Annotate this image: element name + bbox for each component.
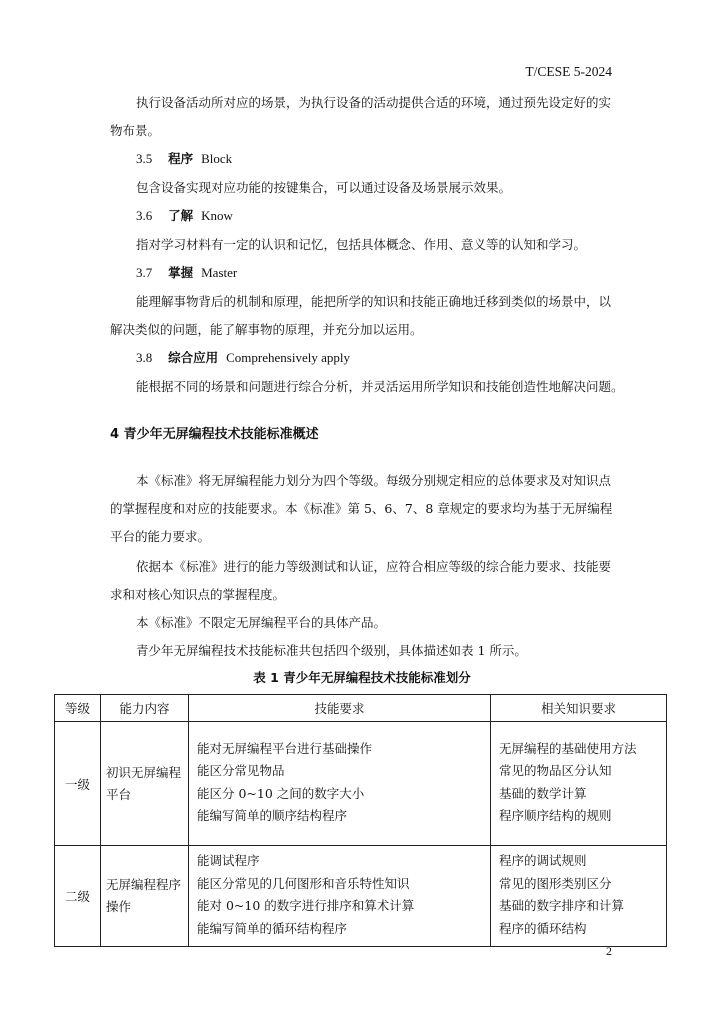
body-line: 本《标准》将无屏编程能力划分为四个等级。每级分别规定相应的总体要求及对知识点 (136, 473, 612, 488)
skill-item: 能区分常见的几何图形和音乐特性知识 (197, 875, 410, 891)
body-line: 求和对核心知识点的掌握程度。 (110, 587, 286, 602)
standards-table (54, 694, 667, 947)
term-en: Know (201, 208, 233, 223)
knowledge-item: 无屏编程的基础使用方法 (499, 740, 637, 756)
skill-item: 能对无屏编程平台进行基础操作 (197, 740, 373, 756)
body-line: 能理解事物背后的机制和原理，能把所学的知识和技能正确地迁移到类似的场景中，以 (136, 294, 612, 309)
knowledge-item: 常见的物品区分认知 (499, 763, 612, 778)
table-row (55, 846, 667, 947)
skill-item: 能编写简单的顺序结构程序 (197, 808, 348, 823)
term-heading-3-7 (136, 264, 237, 282)
body-line: 物布景。 (110, 123, 161, 138)
body-line: 的掌握程度和对应的技能要求。本《标准》第 5、6、7、8 章规定的要求均为基于无屏编程 (110, 501, 613, 516)
term-zh: 掌握 (168, 265, 194, 280)
term-heading-3-8 (136, 349, 350, 367)
body-line: 解决类似的问题，能了解事物的原理，并充分加以运用。 (110, 322, 423, 337)
term-zh: 综合应用 (168, 350, 219, 365)
ability-cell (101, 846, 189, 947)
knowledge-item: 程序顺序结构的规则 (499, 808, 612, 823)
table-header-row (55, 695, 667, 722)
body-line: 包含设备实现对应功能的按键集合，可以通过设备及场景展示效果。 (136, 180, 512, 195)
knowledge-item: 基础的数字排序和计算 (499, 898, 625, 913)
page-number: 2 (606, 944, 612, 958)
column-header-level: 等级 (55, 695, 101, 722)
level-cell: 一级 (55, 722, 101, 846)
term-zh: 程序 (168, 151, 194, 166)
column-header-knowledge: 相关知识要求 (491, 695, 667, 722)
table-row (55, 722, 667, 846)
knowledge-cell (491, 846, 667, 947)
skills-cell (189, 722, 491, 846)
body-line: 青少年无屏编程技术技能标准共包括四个级别，具体描述如表 1 所示。 (136, 643, 527, 658)
ability-line: 平台 (106, 786, 132, 802)
term-en: Block (201, 151, 233, 166)
term-en: Master (201, 265, 238, 280)
body-line: 指对学习材料有一定的认识和记忆，包括具体概念、作用、意义等的认知和学习。 (136, 237, 587, 252)
table-caption: 表 1 青少年无屏编程技术技能标准划分 (253, 670, 471, 685)
skill-item: 能对 0~10 的数字进行排序和算术计算 (197, 898, 415, 913)
body-line: 依据本《标准》进行的能力等级测试和认证，应符合相应等级的综合能力要求、技能要 (136, 559, 612, 574)
term-number: 3.8 (136, 350, 153, 365)
ability-line: 无屏编程程序 (106, 877, 182, 892)
column-header-ability: 能力内容 (101, 695, 189, 722)
knowledge-item: 基础的数学计算 (499, 785, 587, 801)
skill-item: 能调试程序 (197, 853, 260, 868)
skill-item: 能编写简单的循环结构程序 (197, 920, 348, 936)
body-line: 能根据不同的场景和问题进行综合分析，并灵活运用所学知识和技能创造性地解决问题。 (136, 379, 624, 394)
document-code: T/CESE 5-2024 (525, 64, 612, 79)
ability-line: 操作 (106, 899, 132, 914)
skill-item: 能区分常见物品 (197, 763, 285, 778)
ability-line: 初识无屏编程 (106, 764, 182, 780)
term-number: 3.5 (136, 151, 153, 166)
section-heading: 4 青少年无屏编程技术技能标准概述 (110, 427, 319, 442)
body-line: 执行设备活动所对应的场景，为执行设备的活动提供合适的环境，通过预先设定好的实 (136, 95, 612, 110)
term-number: 3.7 (136, 265, 153, 280)
skill-item: 能区分 0~10 之间的数字大小 (197, 785, 365, 801)
term-zh: 了解 (168, 208, 194, 223)
knowledge-cell (491, 722, 667, 846)
column-header-skills: 技能要求 (189, 695, 491, 722)
term-number: 3.6 (136, 208, 153, 223)
knowledge-item: 程序的循环结构 (499, 920, 587, 936)
term-heading-3-5 (136, 150, 232, 168)
skills-cell (189, 846, 491, 947)
term-en: Comprehensively apply (226, 350, 350, 365)
knowledge-item: 常见的图形类别区分 (499, 875, 612, 891)
ability-cell (101, 722, 189, 846)
body-line: 平台的能力要求。 (110, 529, 211, 544)
body-line: 本《标准》不限定无屏编程平台的具体产品。 (136, 615, 387, 630)
level-cell: 二级 (55, 846, 101, 947)
knowledge-item: 程序的调试规则 (499, 853, 587, 868)
term-heading-3-6 (136, 207, 233, 225)
